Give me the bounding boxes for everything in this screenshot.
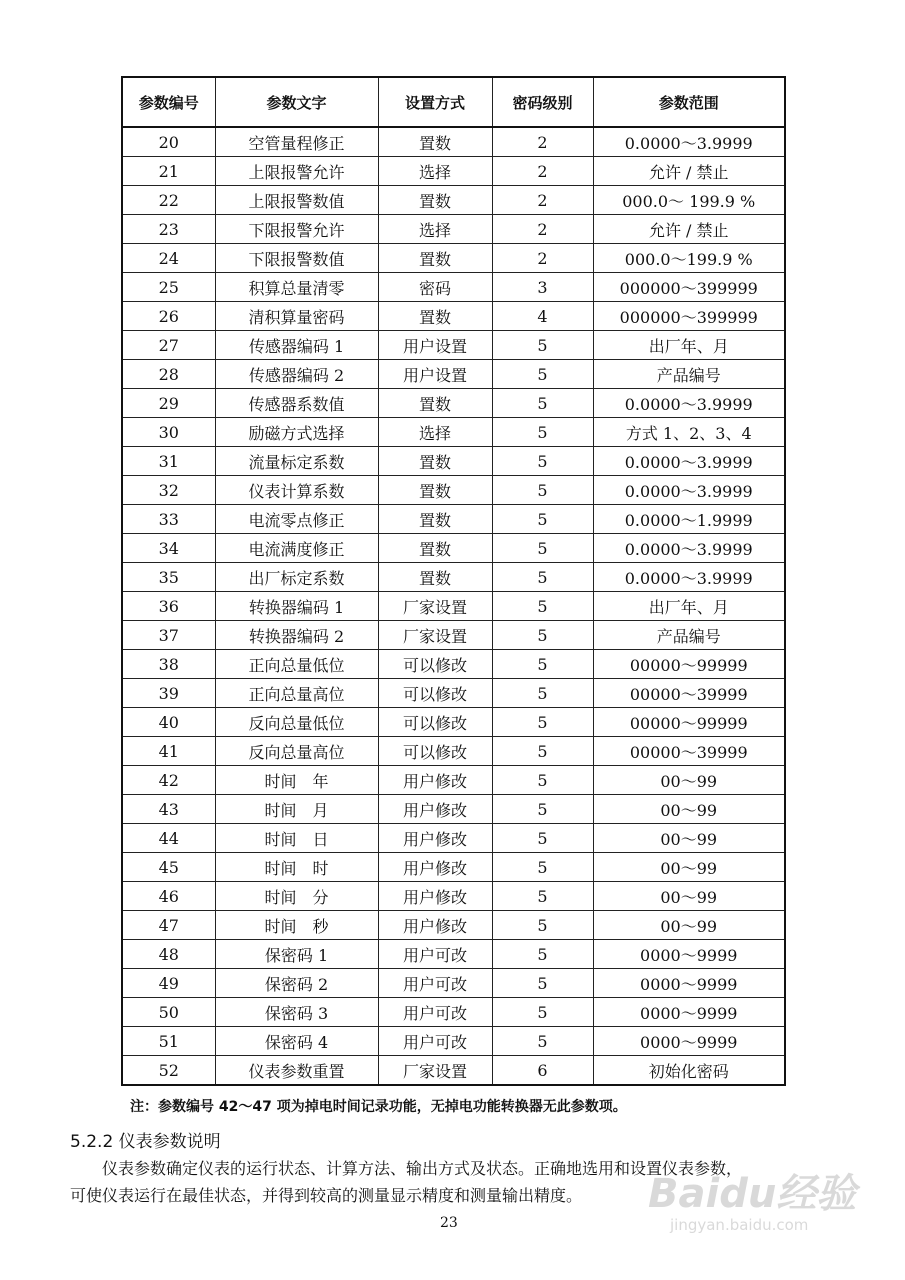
paragraph-line-1: 仪表参数确定仪表的运行状态、计算方法、输出方式及状态。正确地选用和设置仪表参数， [102,1159,743,1178]
table-cell: 000000～399999 [593,273,785,302]
table-cell: 4 [492,302,593,331]
table-row [122,940,785,969]
table-row [122,476,785,505]
table-cell: 00000～99999 [593,708,785,737]
table-cell: 2 [492,215,593,244]
table-cell: 28 [122,360,215,389]
table-cell: 42 [122,766,215,795]
column-header: 密码级别 [492,77,593,127]
table-cell: 31 [122,447,215,476]
table-cell: 5 [492,534,593,563]
table-cell: 可以修改 [378,679,492,708]
table-cell: 49 [122,969,215,998]
table-cell: 0.0000～3.9999 [593,127,785,157]
table-cell: 置数 [378,447,492,476]
table-cell: 选择 [378,418,492,447]
table-cell: 方式 1、2、3、4 [593,418,785,447]
table-cell: 5 [492,331,593,360]
table-cell: 24 [122,244,215,273]
table-cell: 5 [492,969,593,998]
table-cell: 置数 [378,244,492,273]
table-row [122,1027,785,1056]
table-cell: 32 [122,476,215,505]
table-row [122,563,785,592]
table-header-row [122,77,785,127]
table-row [122,302,785,331]
table-cell: 时间 日 [215,824,378,853]
table-cell: 用户可改 [378,969,492,998]
page-number: 23 [440,1215,458,1231]
table-cell: 空管量程修正 [215,127,378,157]
table-cell: 5 [492,911,593,940]
table-cell: 52 [122,1056,215,1086]
table-cell: 上限报警数值 [215,186,378,215]
table-cell: 50 [122,998,215,1027]
table-row [122,737,785,766]
table-cell: 5 [492,766,593,795]
table-cell: 保密码 4 [215,1027,378,1056]
table-cell: 25 [122,273,215,302]
table-cell: 3 [492,273,593,302]
table-row [122,708,785,737]
table-cell: 5 [492,824,593,853]
table-cell: 51 [122,1027,215,1056]
table-cell: 厂家设置 [378,592,492,621]
table-row [122,853,785,882]
table-cell: 0000～9999 [593,998,785,1027]
table-row [122,331,785,360]
table-cell: 用户修改 [378,766,492,795]
table-row [122,447,785,476]
table-cell: 用户修改 [378,882,492,911]
table-cell: 保密码 2 [215,969,378,998]
table-cell: 出厂标定系数 [215,563,378,592]
table-cell: 21 [122,157,215,186]
column-header: 参数文字 [215,77,378,127]
table-cell: 00～99 [593,853,785,882]
table-cell: 23 [122,215,215,244]
table-cell: 转换器编码 1 [215,592,378,621]
table-note: 注：参数编号 42～47 项为掉电时间记录功能，无掉电功能转换器无此参数项。 [130,1099,627,1115]
table-cell: 置数 [378,389,492,418]
table-row [122,127,785,157]
table-row [122,650,785,679]
table-cell: 转换器编码 2 [215,621,378,650]
table-row [122,215,785,244]
table-row [122,882,785,911]
table-cell: 保密码 1 [215,940,378,969]
table-cell: 上限报警允许 [215,157,378,186]
table-cell: 00000～99999 [593,650,785,679]
section-heading: 5.2.2 仪表参数说明 [70,1132,221,1152]
table-cell: 时间 秒 [215,911,378,940]
table-cell: 用户修改 [378,824,492,853]
table-cell: 初始化密码 [593,1056,785,1086]
table-cell: 2 [492,127,593,157]
table-cell: 厂家设置 [378,621,492,650]
table-row [122,505,785,534]
watermark-logo: Baidu经验 [648,1171,857,1217]
table-cell: 2 [492,157,593,186]
table-row [122,244,785,273]
table-cell: 0000～9999 [593,969,785,998]
table-cell: 34 [122,534,215,563]
table-row [122,766,785,795]
table-row [122,389,785,418]
table-cell: 密码 [378,273,492,302]
table-row [122,157,785,186]
table-row [122,621,785,650]
table-cell: 5 [492,795,593,824]
table-cell: 5 [492,882,593,911]
table-cell: 5 [492,708,593,737]
table-cell: 36 [122,592,215,621]
table-cell: 2 [492,186,593,215]
table-cell: 5 [492,650,593,679]
table-row [122,1056,785,1086]
table-cell: 39 [122,679,215,708]
table-cell: 选择 [378,215,492,244]
table-cell: 0000～9999 [593,940,785,969]
table-cell: 可以修改 [378,650,492,679]
table-cell: 电流零点修正 [215,505,378,534]
watermark-url: jingyan.baidu.com [670,1216,809,1234]
table-cell: 可以修改 [378,708,492,737]
table-cell: 积算总量清零 [215,273,378,302]
table-row [122,418,785,447]
table-cell: 仪表计算系数 [215,476,378,505]
table-cell: 置数 [378,534,492,563]
table-body [122,127,785,1085]
table-cell: 37 [122,621,215,650]
table-cell: 用户修改 [378,853,492,882]
table-cell: 44 [122,824,215,853]
table-cell: 00000～39999 [593,679,785,708]
table-cell: 5 [492,389,593,418]
table-cell: 电流满度修正 [215,534,378,563]
table-cell: 40 [122,708,215,737]
table-cell: 5 [492,621,593,650]
table-cell: 27 [122,331,215,360]
table-row [122,969,785,998]
table-cell: 00～99 [593,824,785,853]
table-cell: 48 [122,940,215,969]
table-cell: 35 [122,563,215,592]
column-header: 设置方式 [378,77,492,127]
table-cell: 6 [492,1056,593,1086]
table-cell: 置数 [378,186,492,215]
table-row [122,679,785,708]
table-row [122,534,785,563]
table-cell: 0.0000～3.9999 [593,389,785,418]
table-cell: 29 [122,389,215,418]
table-cell: 0.0000～3.9999 [593,534,785,563]
table-cell: 47 [122,911,215,940]
table-row [122,186,785,215]
table-cell: 出厂年、月 [593,331,785,360]
table-cell: 26 [122,302,215,331]
table-cell: 时间 月 [215,795,378,824]
table-cell: 正向总量高位 [215,679,378,708]
table-cell: 用户设置 [378,360,492,389]
table-cell: 时间 年 [215,766,378,795]
table-row [122,273,785,302]
table-cell: 传感器编码 1 [215,331,378,360]
table-cell: 41 [122,737,215,766]
table-cell: 允许 / 禁止 [593,157,785,186]
table-cell: 000000～399999 [593,302,785,331]
column-header: 参数范围 [593,77,785,127]
table-cell: 0.0000～3.9999 [593,447,785,476]
table-cell: 00000～39999 [593,737,785,766]
table-cell: 5 [492,679,593,708]
table-cell: 用户可改 [378,1027,492,1056]
table-cell: 可以修改 [378,737,492,766]
table-cell: 33 [122,505,215,534]
table-cell: 励磁方式选择 [215,418,378,447]
table-cell: 0.0000～1.9999 [593,505,785,534]
table-row [122,795,785,824]
table-cell: 时间 分 [215,882,378,911]
table-cell: 22 [122,186,215,215]
table-cell: 允许 / 禁止 [593,215,785,244]
table-cell: 20 [122,127,215,157]
column-header: 参数编号 [122,77,215,127]
table-cell: 反向总量低位 [215,708,378,737]
table-row [122,360,785,389]
table-cell: 5 [492,853,593,882]
table-cell: 2 [492,244,593,273]
table-cell: 00～99 [593,766,785,795]
table-cell: 00～99 [593,795,785,824]
table-cell: 出厂年、月 [593,592,785,621]
table-cell: 用户可改 [378,940,492,969]
table-cell: 5 [492,360,593,389]
parameter-table [121,76,786,1086]
table-cell: 000.0～199.9 % [593,244,785,273]
table-cell: 选择 [378,157,492,186]
table-cell: 保密码 3 [215,998,378,1027]
table-cell: 置数 [378,563,492,592]
table-cell: 产品编号 [593,360,785,389]
paragraph-line-2: 可使仪表运行在最佳状态，并得到较高的测量显示精度和测量输出精度。 [70,1186,583,1205]
table-row [122,998,785,1027]
table-cell: 5 [492,998,593,1027]
table-cell: 正向总量低位 [215,650,378,679]
table-cell: 传感器系数值 [215,389,378,418]
table-cell: 5 [492,418,593,447]
table-cell: 置数 [378,505,492,534]
table-cell: 43 [122,795,215,824]
table-cell: 5 [492,505,593,534]
table-cell: 反向总量高位 [215,737,378,766]
table-cell: 传感器编码 2 [215,360,378,389]
table-cell: 用户修改 [378,795,492,824]
table-cell: 用户可改 [378,998,492,1027]
table-cell: 38 [122,650,215,679]
table-cell: 000.0～ 199.9 % [593,186,785,215]
table-cell: 0.0000～3.9999 [593,476,785,505]
table-cell: 清积算量密码 [215,302,378,331]
table-cell: 下限报警允许 [215,215,378,244]
table-cell: 5 [492,563,593,592]
table-cell: 45 [122,853,215,882]
table-row [122,824,785,853]
table-cell: 用户设置 [378,331,492,360]
table-cell: 00～99 [593,882,785,911]
table-cell: 流量标定系数 [215,447,378,476]
table-cell: 产品编号 [593,621,785,650]
table-cell: 5 [492,737,593,766]
table-cell: 5 [492,592,593,621]
table-cell: 置数 [378,476,492,505]
table-cell: 5 [492,447,593,476]
table-cell: 置数 [378,302,492,331]
table-cell: 仪表参数重置 [215,1056,378,1086]
table-cell: 时间 时 [215,853,378,882]
table-cell: 5 [492,940,593,969]
table-cell: 0.0000～3.9999 [593,563,785,592]
table-cell: 5 [492,1027,593,1056]
table-cell: 46 [122,882,215,911]
table-cell: 5 [492,476,593,505]
table-cell: 厂家设置 [378,1056,492,1086]
table-cell: 置数 [378,127,492,157]
table-cell: 00～99 [593,911,785,940]
table-cell: 0000～9999 [593,1027,785,1056]
table-cell: 下限报警数值 [215,244,378,273]
table-row [122,911,785,940]
table-row [122,592,785,621]
table-cell: 用户修改 [378,911,492,940]
table-cell: 30 [122,418,215,447]
